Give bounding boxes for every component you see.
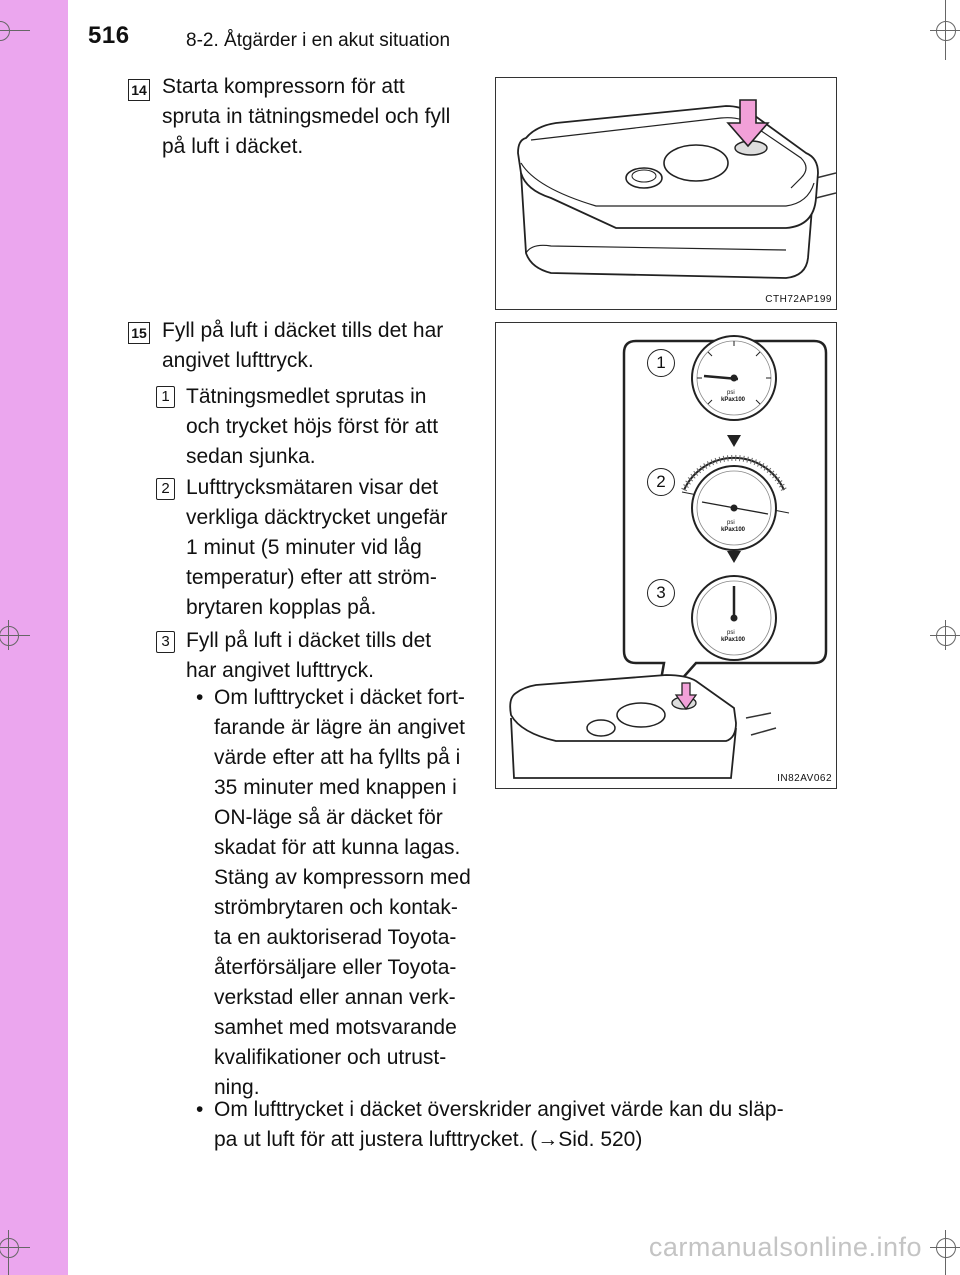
bullet-text-line: ta en auktoriserad Toyota- [214,926,457,949]
step-number-badge: 14 [128,79,150,101]
bullet-text [214,683,478,1103]
bullet-marker: • [196,1098,204,1121]
gauge-unit-label: psi [727,520,735,526]
substep-text-line: temperatur) efter att ström- [186,566,437,589]
substep-text-line: och trycket höjs först för att [186,415,439,438]
crop-mark-mid-left [0,620,30,650]
substep-text-line: verkliga däcktrycket ungefär [186,506,448,529]
crop-mark-top-right [930,0,960,60]
watermark: carmanualsonline.info [648,1232,922,1262]
callout-number: 1 [647,349,675,377]
substep-text [186,473,478,623]
figure-code: IN82AV062 [777,773,832,784]
bullet-text-line: verkstad eller annan verk- [214,986,456,1009]
callout-number: 2 [647,468,675,496]
step-text-line: Fyll på luft i däcket tills det har [162,319,444,342]
pressure-gauge-illustration [495,322,837,789]
bullet-text-line: ning. [214,1076,260,1099]
bullet-marker: • [196,686,204,709]
substep-text [186,626,478,686]
step-text-line: spruta in tätningsmedel och fyll [162,105,451,128]
step-number-badge: 15 [128,322,150,344]
bullet-text-line: kvalifikationer och utrust- [214,1046,447,1069]
bullet-text-line: ON-läge så är däcket för [214,806,443,829]
substep-text-line: 1 minut (5 minuter vid låg [186,536,422,559]
substep-number-badge: 2 [156,478,175,500]
compressor-illustration [495,77,837,310]
gauge-drawing [496,323,836,788]
substep-text-line: brytaren kopplas på. [186,596,377,619]
gauge-1 [692,336,776,420]
page-number: 516 [88,22,130,49]
crop-mark-mid-right [930,620,960,650]
crop-mark-bottom-left [0,1230,30,1275]
step-text-line: Starta kompressorn för att [162,75,405,98]
bullet-text-line: skadat för att kunna lagas. [214,836,461,859]
substep-text-line: sedan sjunka. [186,445,316,468]
bullet-text-line: Om lufttrycket i däcket överskrider angivet värde kan du släp- [214,1098,784,1121]
gauge-unit-label: kPax100 [721,637,746,643]
bullet-text-line: strömbrytaren och kontak- [214,896,458,919]
step-text [162,72,478,162]
bullet-text-line: Om lufttrycket i däcket fort- [214,686,465,709]
crop-mark-top-left [0,0,30,60]
bullet-text-line: värde efter att ha fyllts på i [214,746,461,769]
substep-text-line: har angivet lufttryck. [186,659,374,682]
substep-text-line: Lufttrycksmätaren visar det [186,476,439,499]
gauge-unit-label: kPax100 [721,527,746,533]
gauge-unit-label: psi [727,630,735,636]
substep-text-line: Fyll på luft i däcket tills det [186,629,432,652]
callout-number: 3 [647,579,675,607]
substep-number-badge: 1 [156,386,175,408]
step-text [162,316,478,376]
gauge-unit-label: kPax100 [721,397,746,403]
step-text-line: angivet lufttryck. [162,349,314,372]
bullet-text [214,1095,830,1155]
figure-code: CTH72AP199 [765,294,832,305]
bullet-text-line: återförsäljare eller Toyota- [214,956,457,979]
bullet-text-line: farande är lägre än angivet [214,716,466,739]
compressor-drawing [496,78,836,309]
step-text-line: på luft i däcket. [162,135,304,158]
bullet-text-line: pa ut luft för att justera lufttrycket. (→Sid. 520) [214,1128,643,1151]
substep-text-line: Tätningsmedlet sprutas in [186,385,427,408]
crop-mark-bottom-right [930,1230,960,1275]
bullet-text-line: Stäng av kompressorn med [214,866,471,889]
gauge-3 [692,576,776,660]
substep-number-badge: 3 [156,631,175,653]
substep-text [186,382,478,472]
bullet-text-line: 35 minuter med knappen i [214,776,457,799]
section-title: 8-2. Åtgärder i en akut situation [186,30,451,51]
bullet-text-line: samhet med motsvarande [214,1016,457,1039]
gauge-unit-label: psi [727,390,735,396]
